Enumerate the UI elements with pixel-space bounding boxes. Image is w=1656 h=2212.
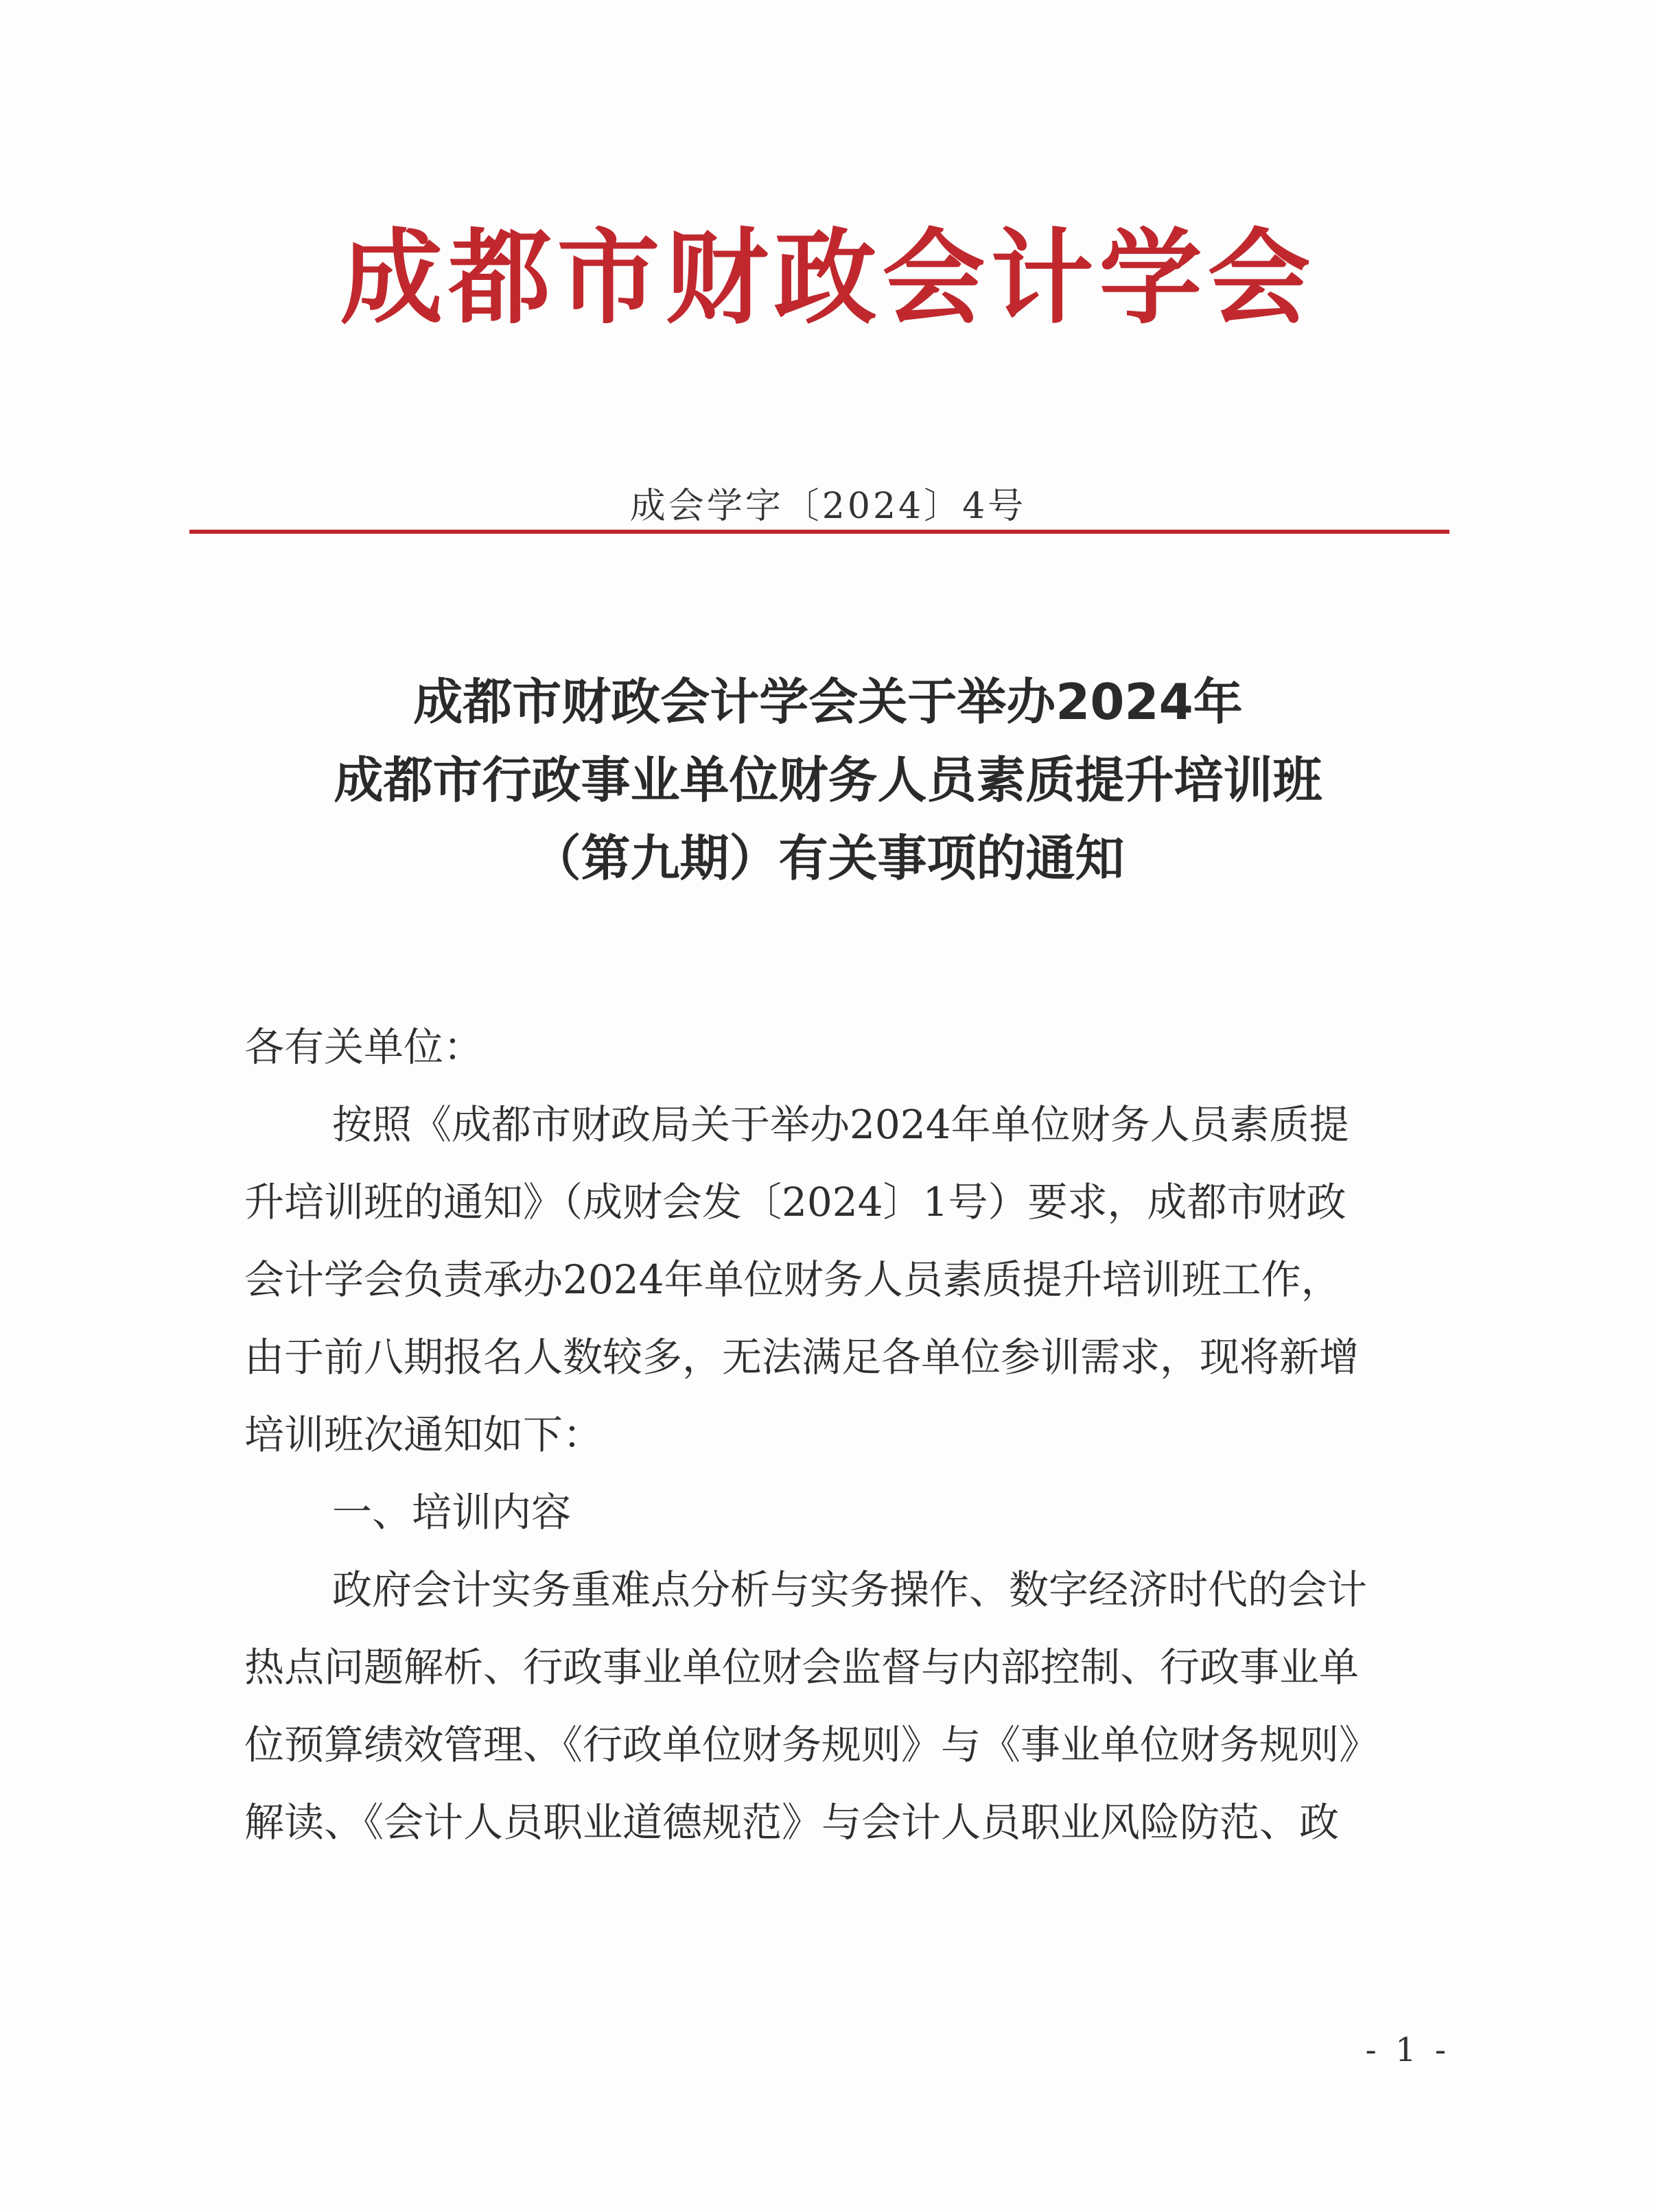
paragraph-2-line-4: 解读、《会计人员职业道德规范》与会计人员职业风险防范、政 [244,1799,1340,1846]
salutation: 各有关单位： [244,1024,484,1070]
red-divider-line [189,530,1449,534]
paragraph-2-line-1: 政府会计实务重难点分析与实务操作、数字经济时代的会计 [332,1566,1368,1613]
title-line-2: 成都市行政事业单位财务人员素质提升培训班 [334,751,1322,809]
paragraph-1-line-2: 升培训班的通知》（成财会发〔2024〕1号）要求，成都市财政 [244,1179,1346,1225]
document-number: 成会学字〔2024〕4号 [629,486,1027,527]
paragraph-1-line-3: 会计学会负责承办2024年单位财务人员素质提升培训班工作， [244,1256,1341,1303]
title-line-3: （第九期）有关事项的通知 [531,830,1125,887]
masthead-org-name: 成都市财政会计学会 [340,217,1316,338]
title-line-1: 成都市财政会计学会关于举办2024年 [413,673,1243,731]
paragraph-2-line-3: 位预算绩效管理、《行政单位财务规则》与《事业单位财务规则》 [244,1721,1379,1768]
paragraph-1-line-4: 由于前八期报名人数较多，无法满足各单位参训需求，现将新增 [244,1334,1360,1380]
page-number: - 1 - [1365,2031,1450,2069]
paragraph-1-line-5: 培训班次通知如下： [244,1411,603,1458]
paragraph-2-line-2: 热点问题解析、行政事业单位财会监督与内部控制、行政事业单 [244,1644,1360,1691]
document-body [244,1009,1438,1861]
paragraph-1-line-1: 按照《成都市财政局关于举办2024年单位财务人员素质提 [332,1101,1349,1148]
section-1-heading: 一、培训内容 [332,1489,572,1536]
document-title [0,663,1656,897]
